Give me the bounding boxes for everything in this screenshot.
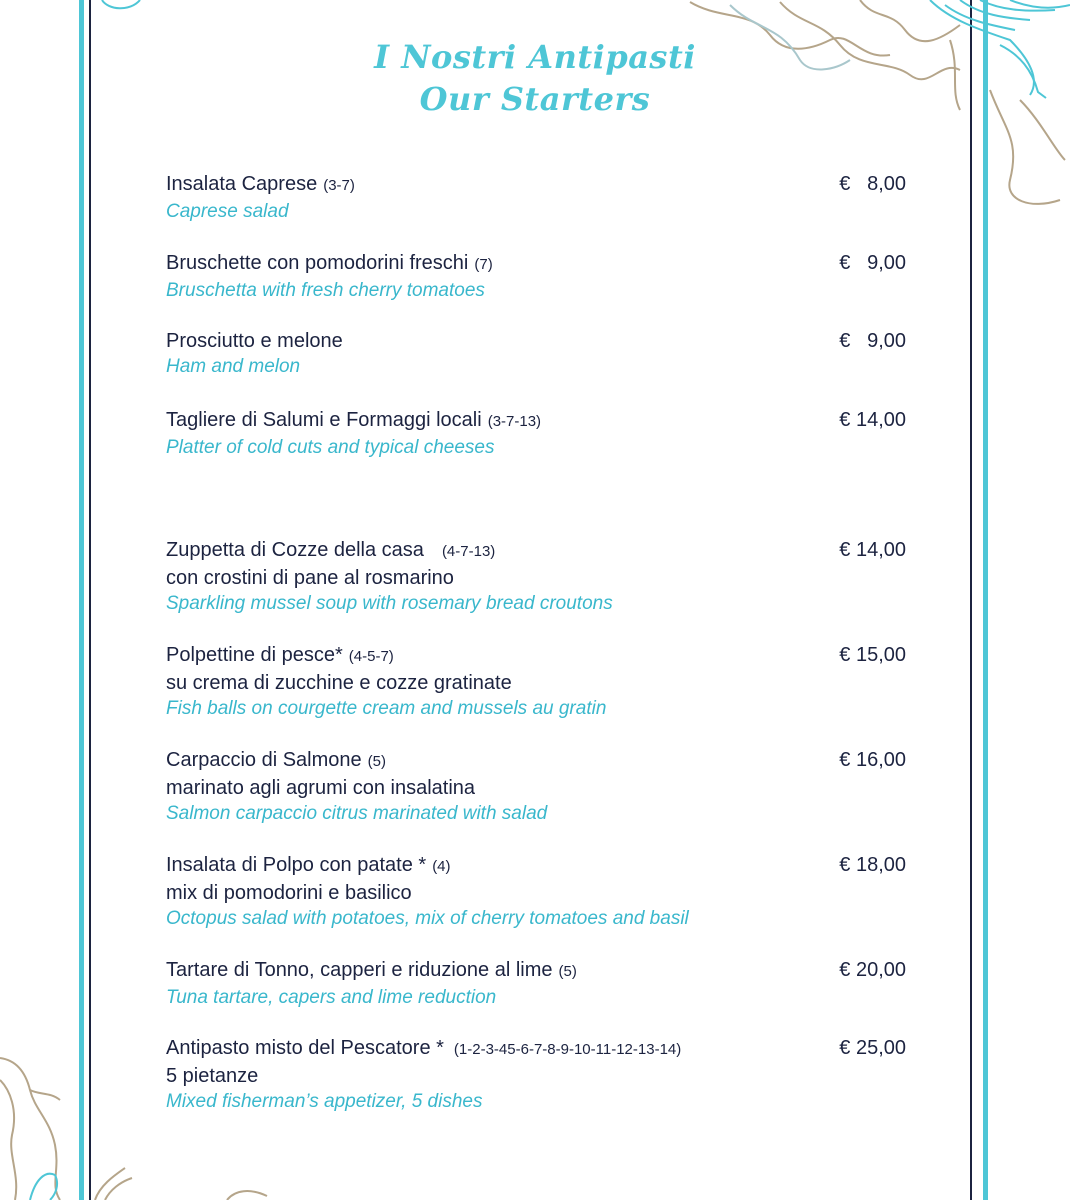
item-allergens: (7)	[474, 256, 493, 273]
menu-item	[166, 537, 906, 617]
item-name: Zuppetta di Cozze della casa	[166, 539, 424, 561]
coral-illustration-bottom-center	[225, 1188, 270, 1200]
item-price: € 15,00	[839, 644, 906, 666]
item-allergens: (4-5-7)	[348, 648, 394, 665]
item-price: € 14,00	[839, 539, 906, 561]
item-name: Insalata di Polpo con patate *	[166, 854, 427, 876]
item-allergens: (5)	[367, 753, 386, 770]
menu-item	[166, 852, 906, 932]
frame-inner-border-right	[970, 0, 972, 1200]
item-price: € 16,00	[839, 749, 906, 771]
item-price: € 9,00	[839, 252, 906, 274]
item-name: Polpettine di pesce*	[166, 644, 343, 666]
item-price: € 18,00	[839, 854, 906, 876]
item-name: Tartare di Tonno, capperi e riduzione al lime	[166, 959, 553, 981]
item-translation: Octopus salad with potatoes, mix of cherry tomatoes and basil	[166, 908, 689, 929]
item-name: Carpaccio di Salmone	[166, 749, 362, 771]
item-translation: Tuna tartare, capers and lime reduction	[166, 987, 497, 1008]
menu-item	[166, 1035, 906, 1115]
item-allergens: (4-7-13)	[441, 543, 496, 560]
item-name: Bruschette con pomodorini freschi	[166, 252, 469, 274]
item-translation: Ham and melon	[166, 356, 301, 377]
item-name: Tagliere di Salumi e Formaggi locali	[166, 409, 482, 431]
item-description: marinato agli agrumi con insalatina	[166, 777, 476, 799]
frame-border-right	[983, 0, 988, 1200]
item-translation: Sparkling mussel soup with rosemary bread croutons	[166, 593, 613, 614]
item-allergens: (1-2-3-45-6-7-8-9-10-11-12-13-14)	[453, 1041, 682, 1058]
menu-item	[166, 328, 906, 380]
item-allergens: (3-7)	[323, 177, 355, 194]
frame-border-left	[79, 0, 84, 1200]
item-translation: Caprese salad	[166, 201, 289, 222]
item-translation: Fish balls on courgette cream and mussels au gratin	[166, 698, 607, 719]
item-translation: Mixed fisherman’s appetizer, 5 dishes	[166, 1091, 483, 1112]
item-translation: Platter of cold cuts and typical cheeses	[166, 437, 495, 458]
menu-title-italian: I Nostri Antipasti	[374, 38, 696, 76]
item-name: Antipasto misto del Pescatore *	[166, 1037, 444, 1059]
item-description: con crostini di pane al rosmarino	[166, 567, 454, 589]
menu-item	[166, 747, 906, 827]
frame-inner-border-left	[89, 0, 91, 1200]
circle-ornament-top-left	[98, 0, 144, 12]
item-price: € 9,00	[839, 330, 906, 352]
item-description: su crema di zucchine e cozze gratinate	[166, 672, 512, 694]
menu-item	[166, 171, 906, 225]
item-description: 5 pietanze	[166, 1065, 259, 1087]
menu-item	[166, 642, 906, 722]
menu-title-english: Our Starters	[419, 80, 651, 118]
coral-illustration-bottom-left	[0, 1050, 140, 1200]
menu-item	[166, 407, 906, 461]
menu-item	[166, 957, 906, 1011]
item-name: Prosciutto e melone	[166, 330, 343, 352]
item-description: mix di pomodorini e basilico	[166, 882, 412, 904]
item-name: Insalata Caprese	[166, 173, 318, 195]
item-allergens: (5)	[558, 963, 577, 980]
item-allergens: (4)	[432, 858, 451, 875]
item-price: € 8,00	[839, 173, 906, 195]
item-price: € 20,00	[839, 959, 906, 981]
item-allergens: (3-7-13)	[487, 413, 542, 430]
item-translation: Bruschetta with fresh cherry tomatoes	[166, 280, 485, 301]
menu-item	[166, 250, 906, 304]
item-translation: Salmon carpaccio citrus marinated with salad	[166, 803, 548, 824]
item-price: € 25,00	[839, 1037, 906, 1059]
item-price: € 14,00	[839, 409, 906, 431]
